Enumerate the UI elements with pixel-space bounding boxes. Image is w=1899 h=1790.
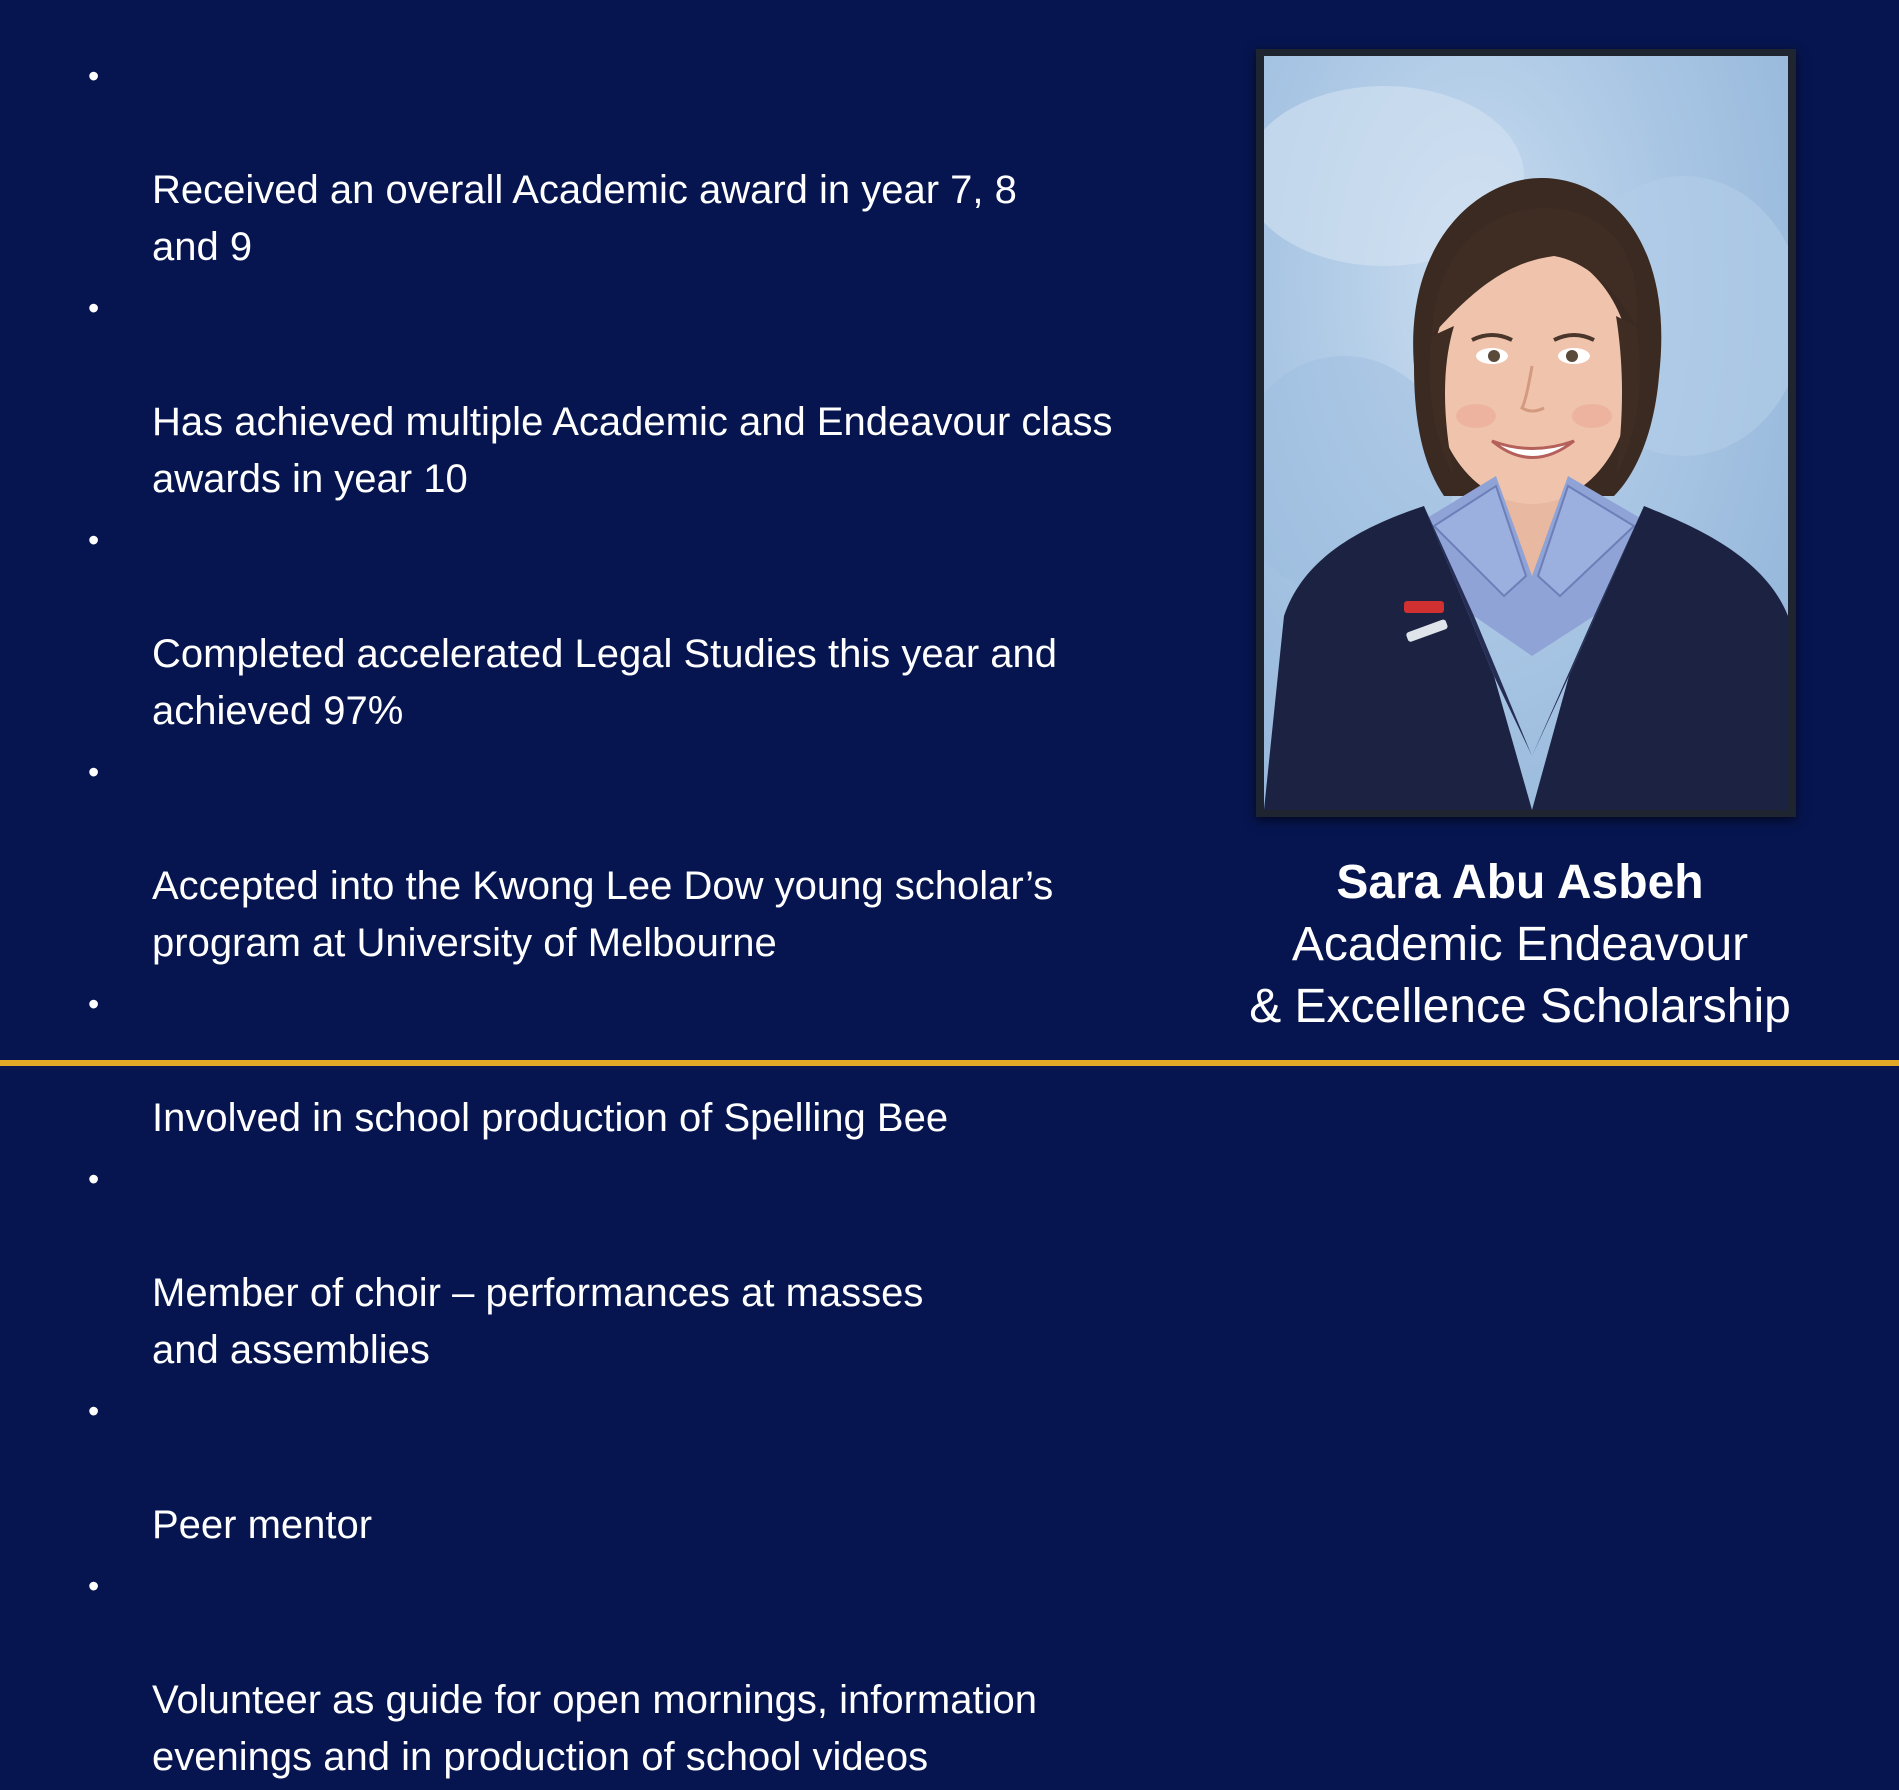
bullet-icon: •	[88, 58, 100, 94]
list-item-text: Volunteer as guide for open mornings, information evenings and in production of school videos	[152, 1678, 1037, 1779]
scholarship-title-line2: & Excellence Scholarship	[1249, 980, 1791, 1033]
bullet-icon: •	[88, 1161, 100, 1197]
list-item	[88, 1383, 1188, 1554]
list-item-text: Has achieved multiple Academic and Endeavour class awards in year 10	[152, 400, 1113, 501]
portrait-frame	[1256, 49, 1796, 817]
portrait-illustration	[1264, 56, 1788, 810]
accent-rule	[0, 1060, 1899, 1066]
student-portrait	[1264, 56, 1788, 810]
caption-block	[1200, 852, 1840, 1038]
bullet-icon: •	[88, 754, 100, 790]
bullet-icon: •	[88, 1393, 100, 1429]
list-item	[88, 1151, 1188, 1379]
list-item	[88, 512, 1188, 740]
list-item	[88, 48, 1188, 276]
student-name: Sara Abu Asbeh	[1336, 856, 1704, 909]
list-item	[88, 1558, 1188, 1786]
list-item-text: Involved in school production of Spelling Bee	[152, 1096, 949, 1140]
list-item-text: Peer mentor	[152, 1503, 373, 1547]
bullet-icon: •	[88, 986, 100, 1022]
list-item-text: Completed accelerated Legal Studies this year and achieved 97%	[152, 632, 1057, 733]
list-item-text: Received an overall Academic award in year 7, 8 and 9	[152, 168, 1017, 269]
scholarship-title-line1: Academic Endeavour	[1291, 918, 1749, 971]
list-item-text: Accepted into the Kwong Lee Dow young scholar’s program at University of Melbourne	[152, 864, 1054, 965]
achievement-list	[88, 48, 1188, 1790]
list-item	[88, 744, 1188, 972]
bullet-icon: •	[88, 290, 100, 326]
list-item	[88, 280, 1188, 508]
list-item-text: Member of choir – performances at masses and assemblies	[152, 1271, 924, 1372]
bullet-icon: •	[88, 522, 100, 558]
bullet-icon: •	[88, 1568, 100, 1604]
